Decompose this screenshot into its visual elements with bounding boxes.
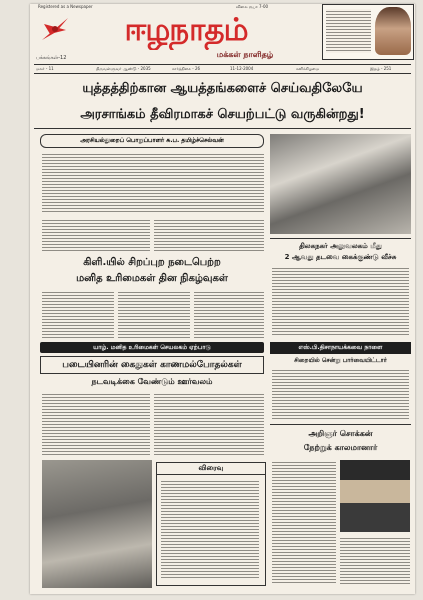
- banner-line1: படையினரின் கைதுகள் காணமல்போதல்கள்: [62, 360, 242, 370]
- dateline-issue: இதழ் - 251: [370, 66, 392, 71]
- dateline-volume: மலர் - 11: [36, 66, 54, 71]
- byline: அரசியல்துறைப் பொறுப்பாளர் சு.ப. தமிழ்ச்செல்வன்: [80, 137, 224, 144]
- dateline-tamil-year: திருவள்ளுவர் ஆண்டு - 2035: [96, 66, 151, 71]
- byline-box: [40, 134, 264, 148]
- rally-photo: [42, 460, 152, 588]
- dateline-date: 11-12-2004: [230, 66, 254, 71]
- jewellery-advert: [322, 4, 414, 60]
- quick-news-title: விரைவு: [157, 463, 265, 475]
- newspaper-page: [30, 4, 415, 594]
- right-story1-title2: 2 ஆவது தடவை கைக்குண்டு வீச்சு: [284, 253, 397, 261]
- story2-title2: மனித உரிமைகள் தின நிகழ்வுகள்: [76, 273, 228, 284]
- headline-line1: யுத்தத்திற்கான ஆயத்தங்களைச் செய்வதிலேயே: [36, 78, 409, 100]
- masthead-subtitle: மக்கள் நாளிதழ்: [216, 50, 274, 59]
- right-story2-title1: எஸ்.பி.திசாநாயக்கவை நாளை: [270, 342, 411, 354]
- banner-box: [40, 356, 264, 374]
- obit-portrait: [340, 460, 410, 532]
- right-story1-text: [272, 266, 409, 336]
- event-photo: [270, 134, 411, 234]
- registered-note: Registered as a Newspaper: [38, 4, 93, 9]
- page-count: பக்கங்கள்-12: [36, 55, 67, 61]
- right-story2-title2: சிறையில் சென்று பார்வையிட்டார்: [294, 357, 387, 364]
- lead-body-text: [42, 152, 264, 214]
- price: விலை ரூபா 7-00: [236, 4, 269, 9]
- obit-title2: நேற்றுக் காலமானார்: [303, 443, 378, 452]
- obit-title1: அறிஞர் சொக்கன்: [308, 429, 373, 438]
- dateline-tamil-date: கார்த்திகை - 26: [172, 66, 201, 71]
- right-story1-title1: திலகநகர் அலுவலகம் மீது: [299, 242, 382, 250]
- dateline-day: சனிக்கிழமை: [296, 66, 320, 71]
- masthead-title: ஈழநாதம்: [124, 12, 248, 48]
- dateline-bar: [34, 64, 411, 74]
- quick-news-box: [156, 462, 266, 586]
- headline-line2: அரசாங்கம் தீவிரமாகச் செயற்பட்டு வருகின்றது!: [80, 107, 365, 122]
- advert-portrait: [375, 7, 411, 55]
- banner-strap: யாழ். மனித உரிமைகள் செயலகம் ஏற்பாடு: [40, 342, 264, 353]
- story2-title1: கிளி.யில் சிறப்புற நடைபெற்ற: [83, 257, 221, 268]
- sun-bird-logo: [40, 16, 70, 42]
- banner-line2: நடவடிக்கை வேண்டும் ஊர்வலம்: [91, 377, 213, 386]
